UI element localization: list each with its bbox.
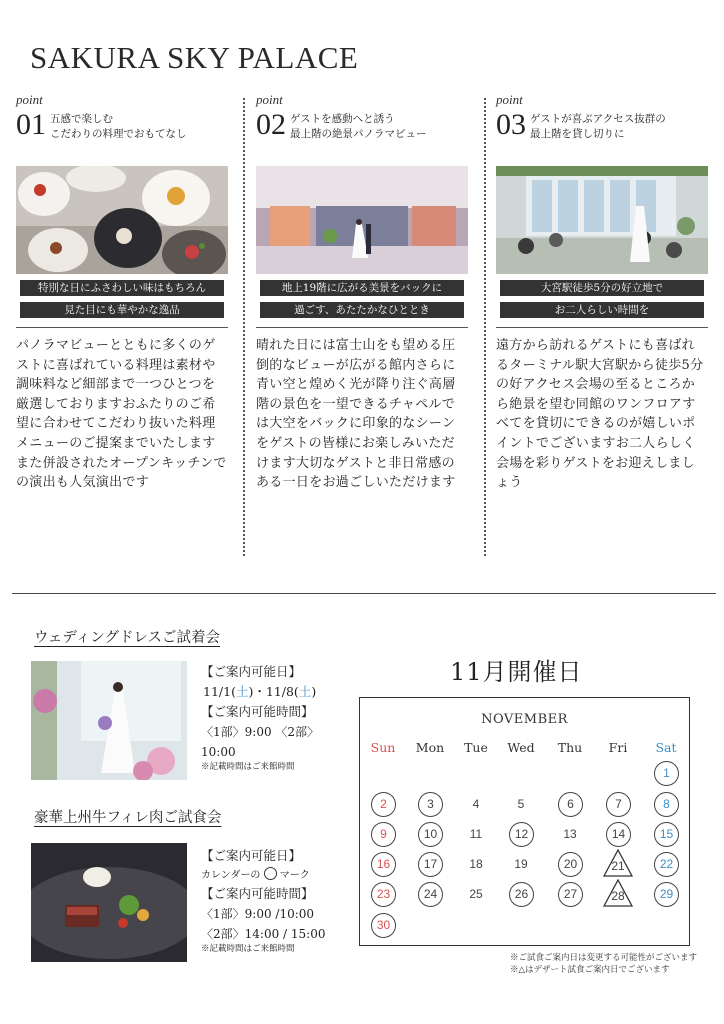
circle-mark-icon bbox=[264, 867, 277, 880]
weekday-mon: Mon bbox=[415, 740, 445, 755]
calendar-day: 19 bbox=[514, 857, 528, 871]
point-column-1 bbox=[16, 92, 228, 493]
tasting-info bbox=[201, 846, 351, 955]
dress-note: ※記載時間はご来館時間 bbox=[201, 762, 295, 772]
calendar-month: NOVEMBER bbox=[481, 712, 568, 727]
point-column-3 bbox=[496, 92, 708, 493]
calendar-day: 24 bbox=[418, 882, 443, 907]
weekday-fri: Fri bbox=[608, 740, 628, 755]
calendar-day: 18 bbox=[469, 857, 483, 871]
calendar-day: 15 bbox=[654, 822, 679, 847]
calendar-notes bbox=[510, 952, 697, 976]
dress-time-label: 【ご案内可能時間】 bbox=[201, 704, 314, 719]
calendar-day: 20 bbox=[558, 852, 583, 877]
weekday-tue: Tue bbox=[464, 740, 488, 755]
calendar-day: 9 bbox=[371, 822, 396, 847]
point-label: point bbox=[256, 92, 283, 107]
banquet-photo bbox=[496, 166, 708, 274]
tasting-note: ※記載時間はご来館時間 bbox=[201, 944, 295, 954]
tasting-calendar-mark: カレンダーの マーク bbox=[201, 866, 351, 884]
calendar-day: 27 bbox=[558, 882, 583, 907]
dress-fitting-title: ウェディングドレスご試着会 bbox=[34, 630, 221, 646]
weekday-thu: Thu bbox=[557, 740, 583, 755]
point-column-2 bbox=[256, 92, 468, 493]
column-divider bbox=[484, 98, 486, 556]
calendar-day: 7 bbox=[606, 792, 631, 817]
divider bbox=[16, 327, 228, 328]
point-label: point bbox=[16, 92, 43, 107]
brand-title: SAKURA SKY PALACE bbox=[30, 40, 359, 75]
calendar-heading: 11月開催日 bbox=[450, 658, 583, 686]
calendar-day: 30 bbox=[371, 913, 396, 938]
calendar-day: 4 bbox=[472, 797, 480, 811]
point-body: パノラマビューとともに多くのゲストに喜ばれている料理は素材や調味料など細部まで一つひとつを厳選しておりますおふたりのご希望に合わせてこだわり抜いた料理メニューのご提案までいたしますまた併設されたオープンキッチンでの演出も人気演出です bbox=[16, 338, 227, 491]
calendar-day: 5 bbox=[517, 797, 525, 811]
calendar-day: 6 bbox=[558, 792, 583, 817]
point-caption-2: 過ごす、あたたかなひととき bbox=[260, 302, 464, 318]
calendar-note-2: ※△はデザート試食ご案内日でございます bbox=[510, 965, 670, 975]
calendar-day: 17 bbox=[418, 852, 443, 877]
november-calendar bbox=[359, 697, 690, 946]
dress-days-label: 【ご案内可能日】 bbox=[201, 664, 302, 679]
calendar-day: 25 bbox=[469, 887, 483, 901]
weekday-sun: Sun bbox=[370, 740, 396, 755]
point-caption-1: 大宮駅徒歩5分の好立地で bbox=[500, 280, 704, 296]
dress-dates: 11/1(土)・11/8(土) bbox=[203, 684, 317, 699]
divider bbox=[256, 327, 468, 328]
point-number: 03 bbox=[496, 108, 526, 141]
point-number: 01 bbox=[16, 108, 46, 141]
calendar-day: 22 bbox=[654, 852, 679, 877]
calendar-day: 23 bbox=[371, 882, 396, 907]
calendar-day: 8 bbox=[654, 792, 679, 817]
chapel-photo bbox=[256, 166, 468, 274]
point-label: point bbox=[496, 92, 523, 107]
calendar-day: 28 bbox=[606, 882, 630, 906]
calendar-day: 12 bbox=[509, 822, 534, 847]
tasting-time-label: 【ご案内可能時間】 bbox=[201, 886, 314, 901]
beef-dish-photo bbox=[31, 843, 187, 962]
point-body: 遠方から訪れるゲストにも喜ばれるターミナル駅大宮駅から徒歩5分の好アクセス会場の至るところから絶景を望む同館のワンフロアすべてを貸切にできるのが嬉しいポイントでございますお二人らしく会場を彩りゲストをお迎えしましょう bbox=[496, 338, 704, 491]
point-title-line-2: 最上階の絶景パノラマビュー bbox=[290, 128, 427, 140]
calendar-day: 2 bbox=[371, 792, 396, 817]
point-caption-2: 見た目にも華やかな逸品 bbox=[20, 302, 224, 318]
tasting-time-2: 〈2部〉14:00 / 15:00 bbox=[201, 927, 326, 941]
weekday-sat: Sat bbox=[655, 740, 677, 755]
point-title-line-1: 五感で楽しむ bbox=[50, 113, 113, 125]
point-title-line-1: ゲストが喜ぶアクセス抜群の bbox=[530, 113, 666, 125]
calendar-day: 26 bbox=[509, 882, 534, 907]
point-caption-2: お二人らしい時間を bbox=[500, 302, 704, 318]
point-number: 02 bbox=[256, 108, 286, 141]
dress-photo bbox=[31, 661, 187, 780]
calendar-day: 21 bbox=[606, 852, 630, 876]
tasting-days-label: 【ご案内可能日】 bbox=[201, 848, 302, 863]
calendar-note-1: ※ご試食ご案内日は変更する可能性がございます bbox=[510, 953, 698, 963]
calendar-day: 10 bbox=[418, 822, 443, 847]
divider bbox=[496, 327, 708, 328]
calendar-day: 29 bbox=[654, 882, 679, 907]
cuisine-photo bbox=[16, 166, 228, 274]
point-caption-1: 地上19階に広がる美景をバックに bbox=[260, 280, 464, 296]
point-caption-1: 特別な日にふさわしい味はもちろん bbox=[20, 280, 224, 296]
point-title-line-2: 最上階を貸し切りに bbox=[530, 128, 625, 140]
calendar-day: 3 bbox=[418, 792, 443, 817]
calendar-day: 1 bbox=[654, 761, 679, 786]
column-divider bbox=[243, 98, 245, 556]
section-divider bbox=[12, 593, 716, 594]
calendar-day: 13 bbox=[563, 827, 577, 841]
calendar-day: 16 bbox=[371, 852, 396, 877]
point-title-line-1: ゲストを感動へと誘う bbox=[290, 113, 395, 125]
calendar-day: 11 bbox=[469, 827, 483, 841]
tasting-title: 豪華上州牛フィレ肉ご試食会 bbox=[34, 810, 222, 826]
dress-info bbox=[201, 662, 351, 773]
dress-times: 〈1部〉9:00 〈2部〉10:00 bbox=[201, 725, 320, 759]
tasting-time-1: 〈1部〉9:00 /10:00 bbox=[201, 907, 315, 921]
point-body: 晴れた日には富士山をも望める圧倒的なビューが広がる館内さらに青い空と煌めく光が降り注ぐ高層階の景色を一望できるチャペルでは大空をバックに印象的なシーンをゲストの皆様にお楽しみいただけます大切なゲストと非日常感のある一日をお過ごしいただけます bbox=[256, 338, 456, 491]
calendar-day: 14 bbox=[606, 822, 631, 847]
weekday-wed: Wed bbox=[507, 740, 535, 755]
point-title-line-2: こだわりの料理でおもてなし bbox=[50, 128, 187, 140]
